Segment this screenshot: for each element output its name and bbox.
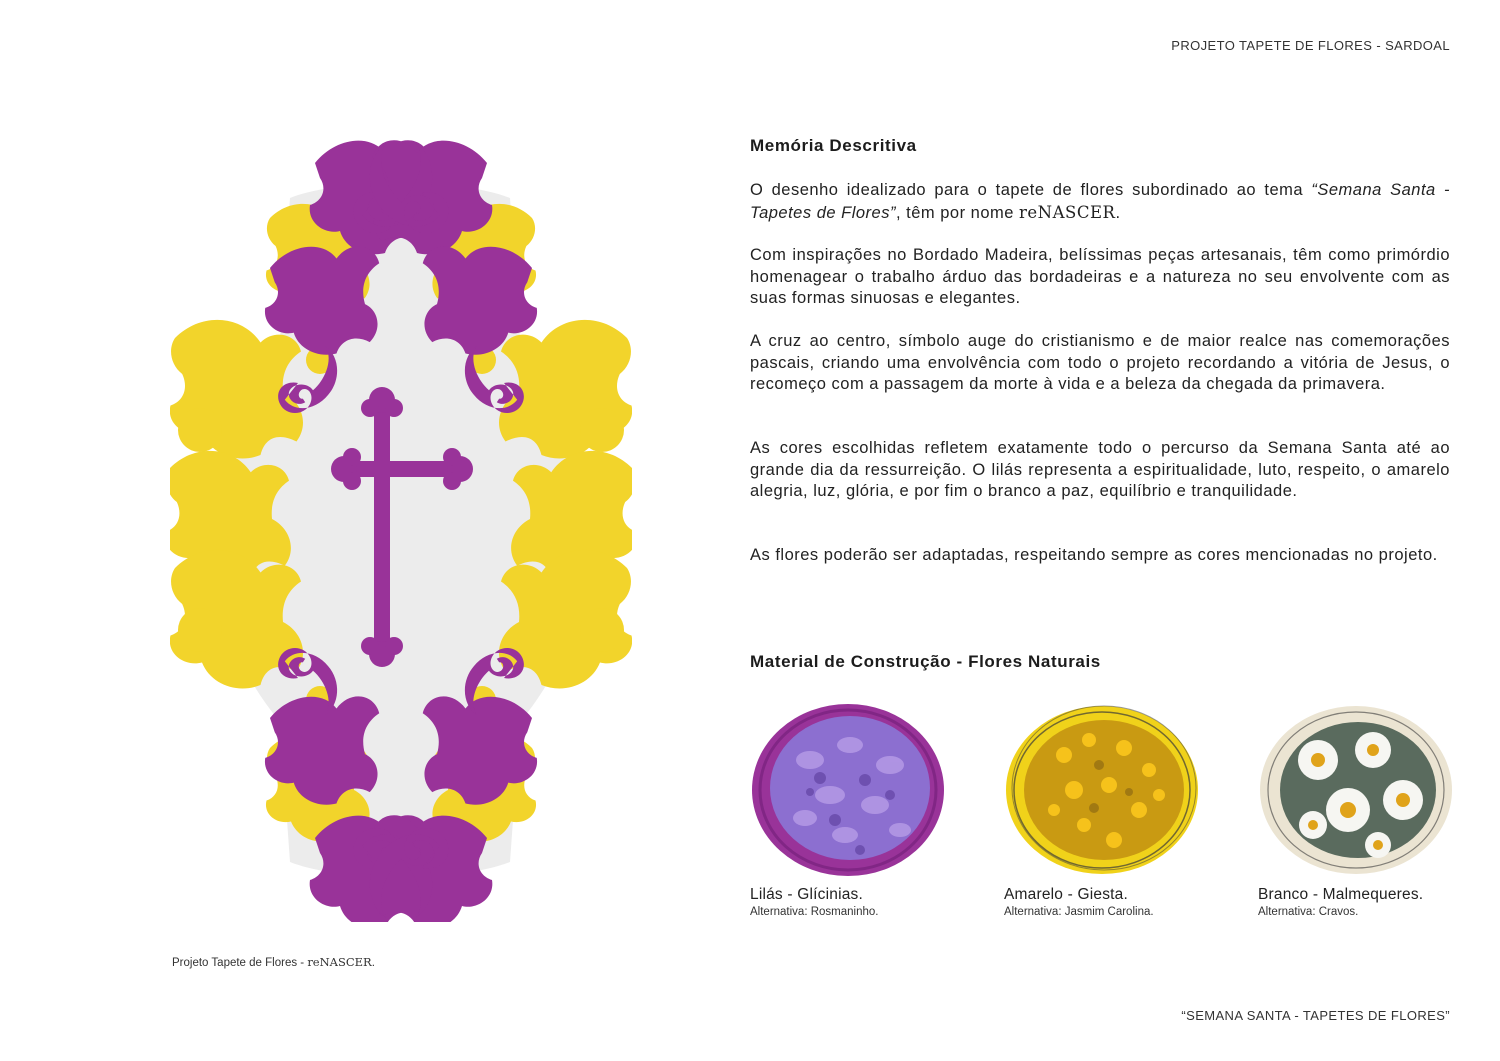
- caption-prefix: Projeto Tapete de Flores -: [172, 957, 308, 969]
- p1-start: O desenho idealizado para o tapete de flores subordinado ao tema: [750, 181, 1312, 199]
- flower-name-branco: Branco - Malmequeres.: [1258, 886, 1424, 903]
- materials-heading: Material de Construção - Flores Naturais: [750, 652, 1101, 671]
- flower-alt-amarelo: Alternativa: Jasmim Carolina.: [1004, 906, 1154, 918]
- p1-theme: “Semana Santa - Tapetes de Flores”: [750, 181, 1450, 222]
- description-paragraph-4: As cores escolhidas refletem exatamente todo o percurso da Semana Santa até ao grande dia da ressurreição. O lilás representa a espiritualidade, luto, respeito, o amarelo alegria, luz, glória, e por fim o branco a paz, equilíbrio e tranquilidade.: [750, 439, 1450, 500]
- flower-alt-lilas: Alternativa: Rosmaninho.: [750, 906, 879, 918]
- flower-name-amarelo: Amarelo - Giesta.: [1004, 886, 1128, 903]
- footer-title: “SEMANA SANTA - TAPETES DE FLORES”: [1181, 1008, 1450, 1023]
- description-column: [750, 136, 1450, 671]
- carpet-illustration: [170, 138, 632, 922]
- carpet-svg: [170, 138, 632, 922]
- p1-mid: , têm por nome: [895, 203, 1020, 222]
- flower-alt-branco: Alternativa: Cravos.: [1258, 906, 1359, 918]
- flower-image-lilas: [750, 700, 950, 880]
- description-paragraph-2: Com inspirações no Bordado Madeira, belíssimas peças artesanais, têm como primórdio homenagear o trabalho árduo das bordadeiras e a natureza no seu envolvente com as suas formas sinuosas e elegantes.: [750, 246, 1450, 307]
- flower-image-amarelo: [1004, 700, 1204, 880]
- caption-brand: reNASCER: [307, 955, 372, 969]
- flower-card-branco: [1258, 700, 1468, 918]
- description-paragraph-1: [750, 180, 1450, 224]
- flower-name-lilas: Lilás - Glícinias.: [750, 886, 863, 903]
- flower-card-amarelo: [1004, 700, 1214, 918]
- flower-image-branco: [1258, 700, 1458, 880]
- description-paragraph-5: As flores poderão ser adaptadas, respeitando sempre as cores mencionadas no projeto.: [750, 546, 1438, 564]
- flower-card-lilas: [750, 700, 960, 918]
- caption-suffix: .: [371, 957, 375, 969]
- carpet-caption: [172, 955, 375, 969]
- p1-brand: reNASCER: [1019, 202, 1116, 222]
- description-heading: Memória Descritiva: [750, 136, 917, 155]
- description-paragraph-3: A cruz ao centro, símbolo auge do cristianismo e de maior realce nas comemorações pascais, criando uma envolvência com todo o projeto recordando a vitória de Jesus, o recomeço com a passagem da morte à vida e a beleza da chegada da primavera.: [750, 332, 1450, 393]
- header-title: PROJETO TAPETE DE FLORES - SARDOAL: [1171, 38, 1450, 53]
- p1-end: .: [1115, 203, 1121, 222]
